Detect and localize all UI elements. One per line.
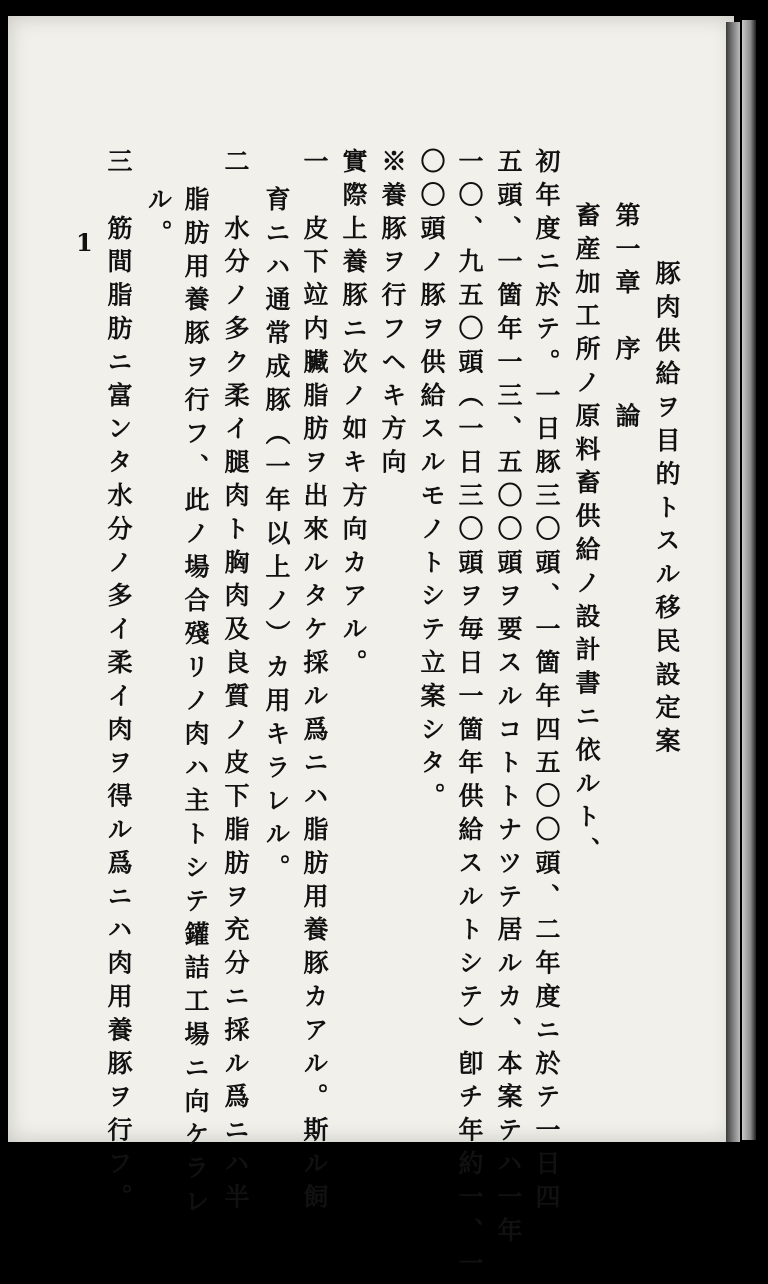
list-item-2-end: ル。 (144, 186, 173, 253)
body-line-4: 一〇、九五〇頭（一日三〇頭ヲ毎日一箇年供給スルトシテ）卽チ年約一、一 (455, 148, 484, 1284)
body-line-3: 五頭、一箇年一三、五〇〇頭ヲ要スルコトトナツテ居ルカ、本案テハ一年 (494, 148, 523, 1251)
body-line-2: 初年度ニ於テ。一日豚三〇頭、一箇年四五〇〇頭、二年度ニ於テ一日四 (532, 148, 561, 1217)
list-item-1: 一 皮下竝内臟脂肪ヲ出來ルタケ採ル爲ニハ脂肪用養豚カアル。斯ル飼 (300, 148, 329, 1217)
list-item-2-cont: 脂肪用養豚ヲ行フ、此ノ場合殘リノ肉ハ主トシテ鑵詰工場ニ向ケラレ (181, 186, 210, 1222)
list-item-3: 三 筋間脂肪ニ富ンタ水分ノ多イ柔イ肉ヲ得ル爲ニハ肉用養豚ヲ行フ。 (104, 148, 133, 1217)
page-number: 1 (76, 228, 93, 257)
document-title: 豚肉供給ヲ目的トスル移民設定案 (652, 260, 681, 761)
body-line-5: 〇〇頭ノ豚ヲ供給スルモノトシテ立案シタ。 (417, 148, 446, 816)
scan-border (740, 0, 768, 1166)
list-item-1-cont: 育ニハ通常成豚（一年以上ノ）カ用キラレル。 (262, 186, 291, 888)
section-heading: ※養豚ヲ行フヘキ方向 (378, 148, 407, 482)
body-line-7: 實際上養豚ニ次ノ如キ方向カアル。 (339, 148, 368, 683)
document-page (8, 16, 734, 1284)
list-item-2: 二 水分ノ多ク柔イ腿肉ト胸肉及良質ノ皮下脂肪ヲ充分ニ採ル爲ニハ半 (221, 148, 250, 1217)
body-line-1: 畜産加工所ノ原料畜供給ノ設計書ニ依ルト、 (572, 202, 601, 870)
chapter-heading: 第一章 序 論 (612, 202, 641, 436)
